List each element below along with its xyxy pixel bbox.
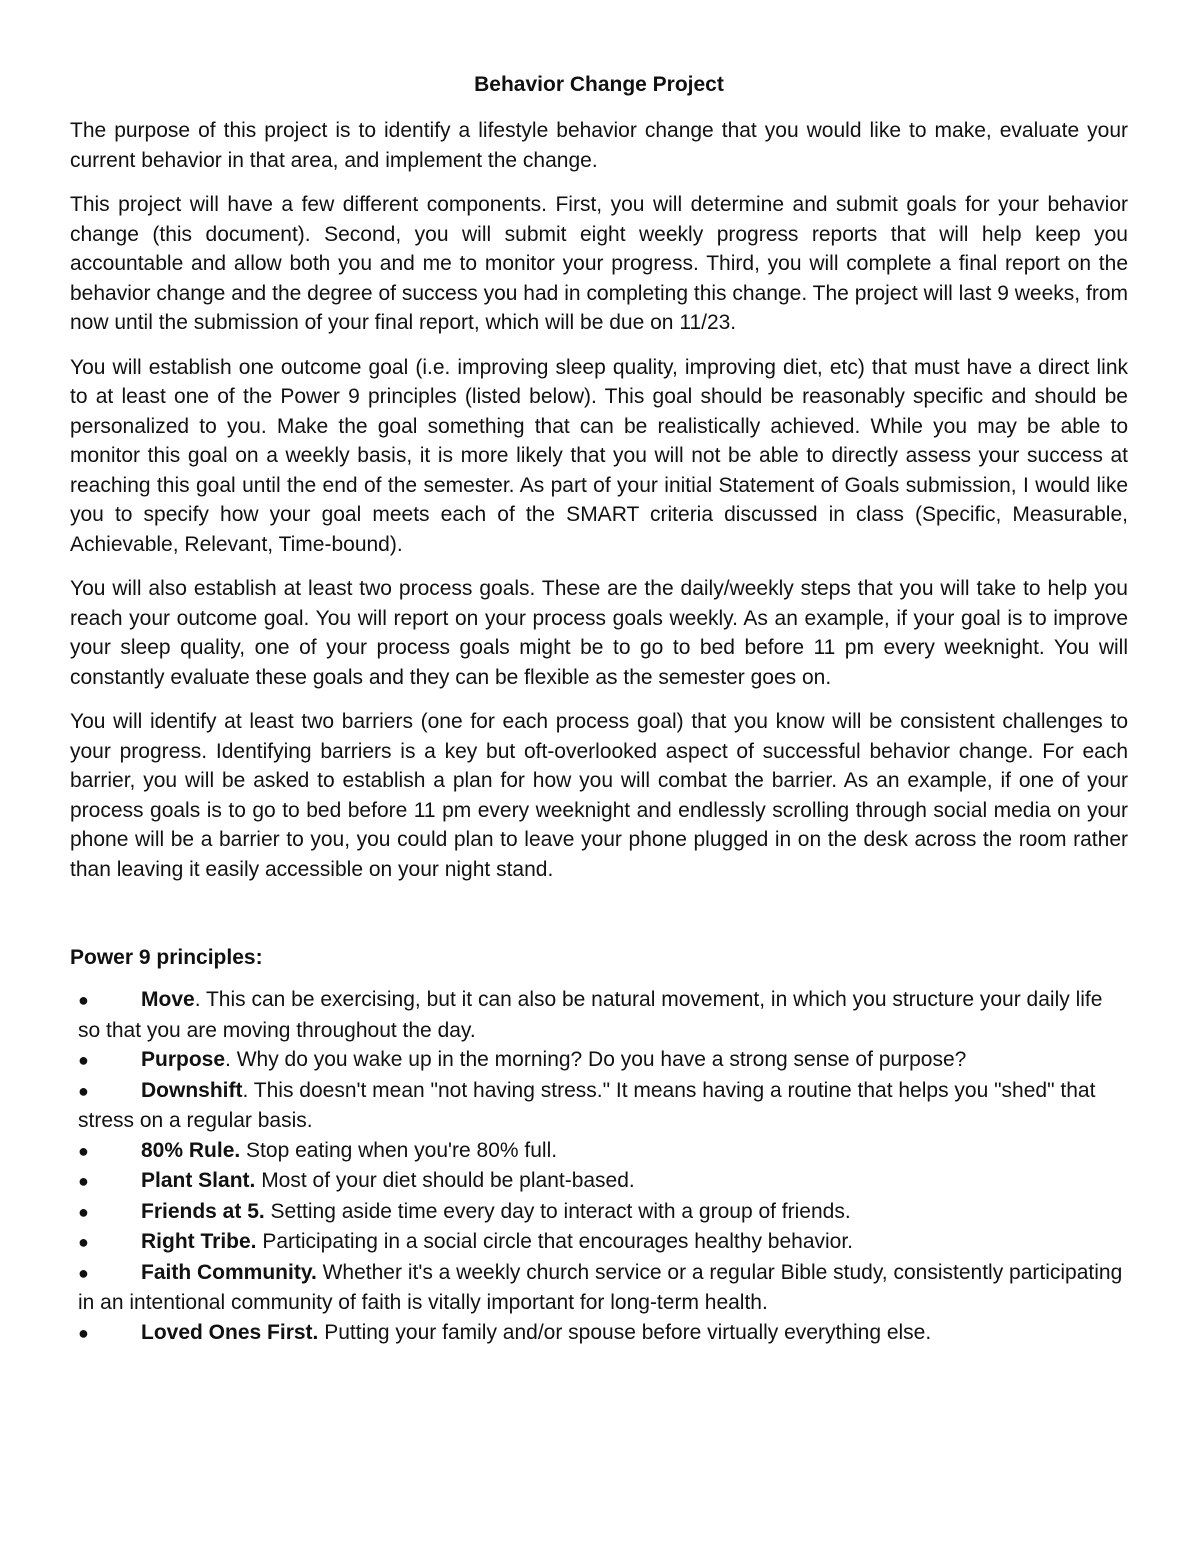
principle-term: Friends at 5. [141,1199,265,1223]
principle-description: . Why do you wake up in the morning? Do you have a strong sense of purpose? [225,1048,967,1071]
paragraph-purpose: The purpose of this project is to identify a lifestyle behavior change that you would like to make, evaluate your current behavior in that area, and implement the change. [70,119,1128,172]
list-item [70,1076,1128,1136]
paragraph-components: This project will have a few different components. First, you will determine and submit goals for your behavior change (this document). Second, you will submit eight weekly progress reports that will help keep you accountable and allow both you and me to monitor your progress. Third, you will complete a final report on the behavior change and the degree of success you had in completing this change. The project will last 9 weeks, from now until the submission of your final report, which will be due on 11/23. [70,193,1128,334]
bullet-icon: ● [78,990,89,1010]
principle-description: . This can be exercising, but it can also be natural movement, in which you structure your daily life so that you are moving throughout the day. [78,988,1103,1042]
bullet-icon: ● [78,1050,89,1070]
section-spacer [70,899,1128,943]
principle-term: Right Tribe. [141,1230,257,1253]
principle-description: Whether it's a weekly church service or a regular Bible study, consistently participating in an intentional community of faith is vitally important for long-term health. [78,1260,1123,1314]
principle-description: Stop eating when you're 80% full. [240,1138,558,1162]
paragraph-process-goals: You will also establish at least two process goals. These are the daily/weekly steps that you will take to help you reach your outcome goal. You will report on your process goals weekly. As an example, if your goal is to improve your sleep quality, one of your process goals might be to go to bed before 11 pm every weeknight. You will constantly evaluate these goals and they can be flexible as the semester goes on. [70,577,1128,689]
principle-description: . This doesn't mean "not having stress." It means having a routine that helps you "shed" that stress on a regular basis. [78,1078,1096,1132]
list-item [70,1136,1128,1167]
principle-term: Purpose [141,1048,226,1071]
principle-description: Most of your diet should be plant-based. [255,1169,635,1192]
list-item [70,1166,1128,1197]
bullet-icon: ● [78,1201,89,1222]
paragraph-outcome-goal: You will establish one outcome goal (i.e. improving sleep quality, improving diet, etc) that must have a direct link to at least one of the Power 9 principles (listed below). This goal should be reasonably specific and should be personalized to you. Make the goal something that can be realistically achieved. While you may be able to monitor this goal on a weekly basis, it is more likely that you will not be able to directly assess your success at reaching this goal until the end of the semester. As part of your initial Statement of Goals submission, I would like you to specify how your goal meets each of the SMART criteria discussed in class (Specific, Measurable, Achievable, Relevant, Time-bound). [70,355,1128,556]
bullet-icon: ● [78,1232,89,1252]
power9-heading: Power 9 principles: [70,946,263,969]
paragraph-barriers: You will identify at least two barriers (one for each process goal) that you know will be consistent challenges to your progress. Identifying barriers is a key but oft-overlooked aspect of successful behavior change. For each barrier, you will be asked to establish a plan for how you will combat the barrier. As an example, if one of your process goals is to go to bed before 11 pm every weeknight and endlessly scrolling through social media on your phone will be a barrier to you, you could plan to leave your phone plugged in on the desk across the room rather than leaving it easily accessible on your night stand. [70,710,1128,881]
principle-description: Setting aside time every day to interact with a group of friends. [264,1199,851,1223]
list-item [70,1197,1128,1228]
bullet-icon: ● [78,1080,89,1101]
principle-term: 80% Rule. [141,1138,241,1162]
list-item [70,1318,1128,1349]
principle-term: Plant Slant. [141,1169,256,1192]
principle-term: Downshift [141,1078,243,1102]
principle-description: Participating in a social circle that encourages healthy behavior. [256,1230,854,1253]
list-item [70,1227,1128,1258]
list-item [70,1045,1128,1076]
bullet-icon: ● [78,1171,89,1191]
power9-list [70,985,1128,1348]
list-item [70,985,1128,1045]
document-title: Behavior Change Project [474,73,724,96]
principle-term: Move [141,988,195,1011]
document-page [70,70,1128,1348]
bullet-icon: ● [78,1262,89,1283]
list-item [70,1258,1128,1318]
bullet-icon: ● [78,1322,89,1343]
bullet-icon: ● [78,1140,89,1161]
principle-description: Putting your family and/or spouse before virtually everything else. [318,1320,932,1344]
principle-term: Loved Ones First. [141,1320,319,1344]
principle-term: Faith Community. [141,1260,317,1284]
